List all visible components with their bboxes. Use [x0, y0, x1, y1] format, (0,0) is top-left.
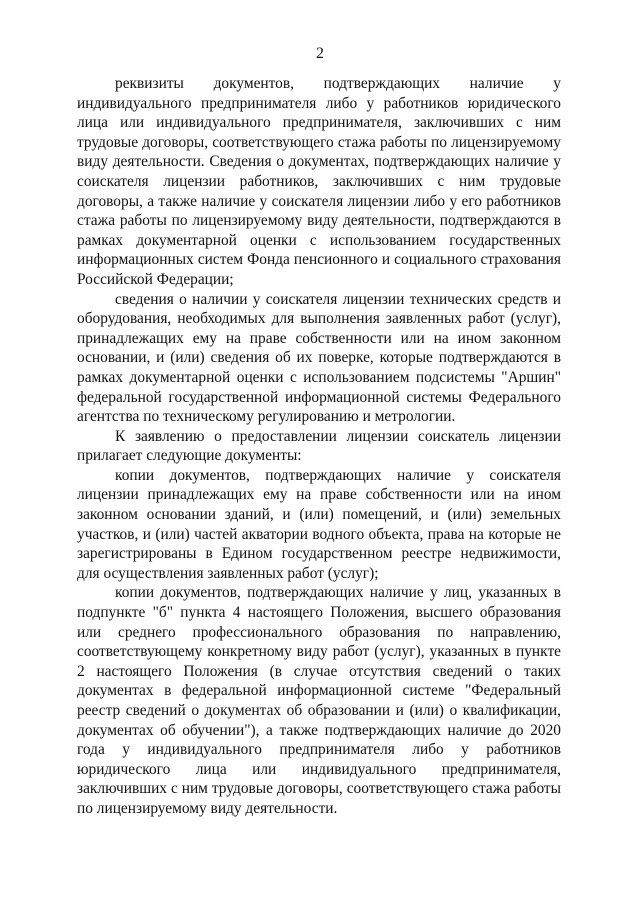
- paragraph-property-documents: копии документов, подтверждающих наличие у соискателя лицензии принадлежащих ему на праве собственности или на ином законном основании зданий, и (или) помещений, и (или) земельных участков, и (или) частей акватории водного объекта, права на которые не зарегистрированы в Едином государственном реестре недвижимости, для осуществления заявленных работ (услуг);: [77, 466, 561, 582]
- paragraph-staff-experience-details: реквизиты документов, подтверждающих наличие у индивидуального предпринимателя либо у работников юридического лица или индивидуального предпринимателя, заключивших с ним трудовые договоры, соответствующего стажа работы по лицензируемому виду деятельности. Сведения о документах, подтверждающих наличие у соискателя лицензии работников, заключивших с ним трудовые договоры, а также наличие у соискателя лицензии либо у его работников стажа работы по лицензируемому виду деятельности, подтверждаются в рамках документарной оценки с использованием государственных информационных систем Фонда пенсионного и социального страхования Российской Федерации;: [77, 75, 561, 288]
- page-number: 2: [316, 45, 324, 62]
- document-body: [77, 74, 561, 819]
- paragraph-technical-equipment: сведения о наличии у соискателя лицензии технических средств и оборудования, необходимых для выполнения заявленных работ (услуг), принадлежащих ему на праве собственности или на ином законном основании, и (или) сведения об их поверке, которые подтверждаются в рамках документарной оценки с использованием подсистемы "Аршин" федеральной государственной информационной системы Федерального агентства по техническому регулированию и метрологии.: [77, 290, 561, 426]
- paragraph-education-documents: копии документов, подтверждающих наличие у лиц, указанных в подпункте "б" пункта 4 настоящего Положения, высшего образования или среднего профессионального образования по направлению, соответствующему конкретному виду работ (услуг), указанных в пункте 2 настоящего Положения (в случае отсутствия сведений о таких документах в федеральной информационной системе "Федеральный реестр сведений о документах об образовании и (или) о квалификации, документах об обучении"), а также подтверждающих наличие до 2020 года у индивидуального предпринимателя либо у работников юридического лица или индивидуального предпринимателя, заключивших с ним трудовые договоры, соответствующего стажа работы по лицензируемому виду деятельности.: [77, 584, 561, 817]
- paragraph-attached-documents-intro: К заявлению о предоставлении лицензии соискатель лицензии прилагает следующие документы:: [77, 427, 561, 465]
